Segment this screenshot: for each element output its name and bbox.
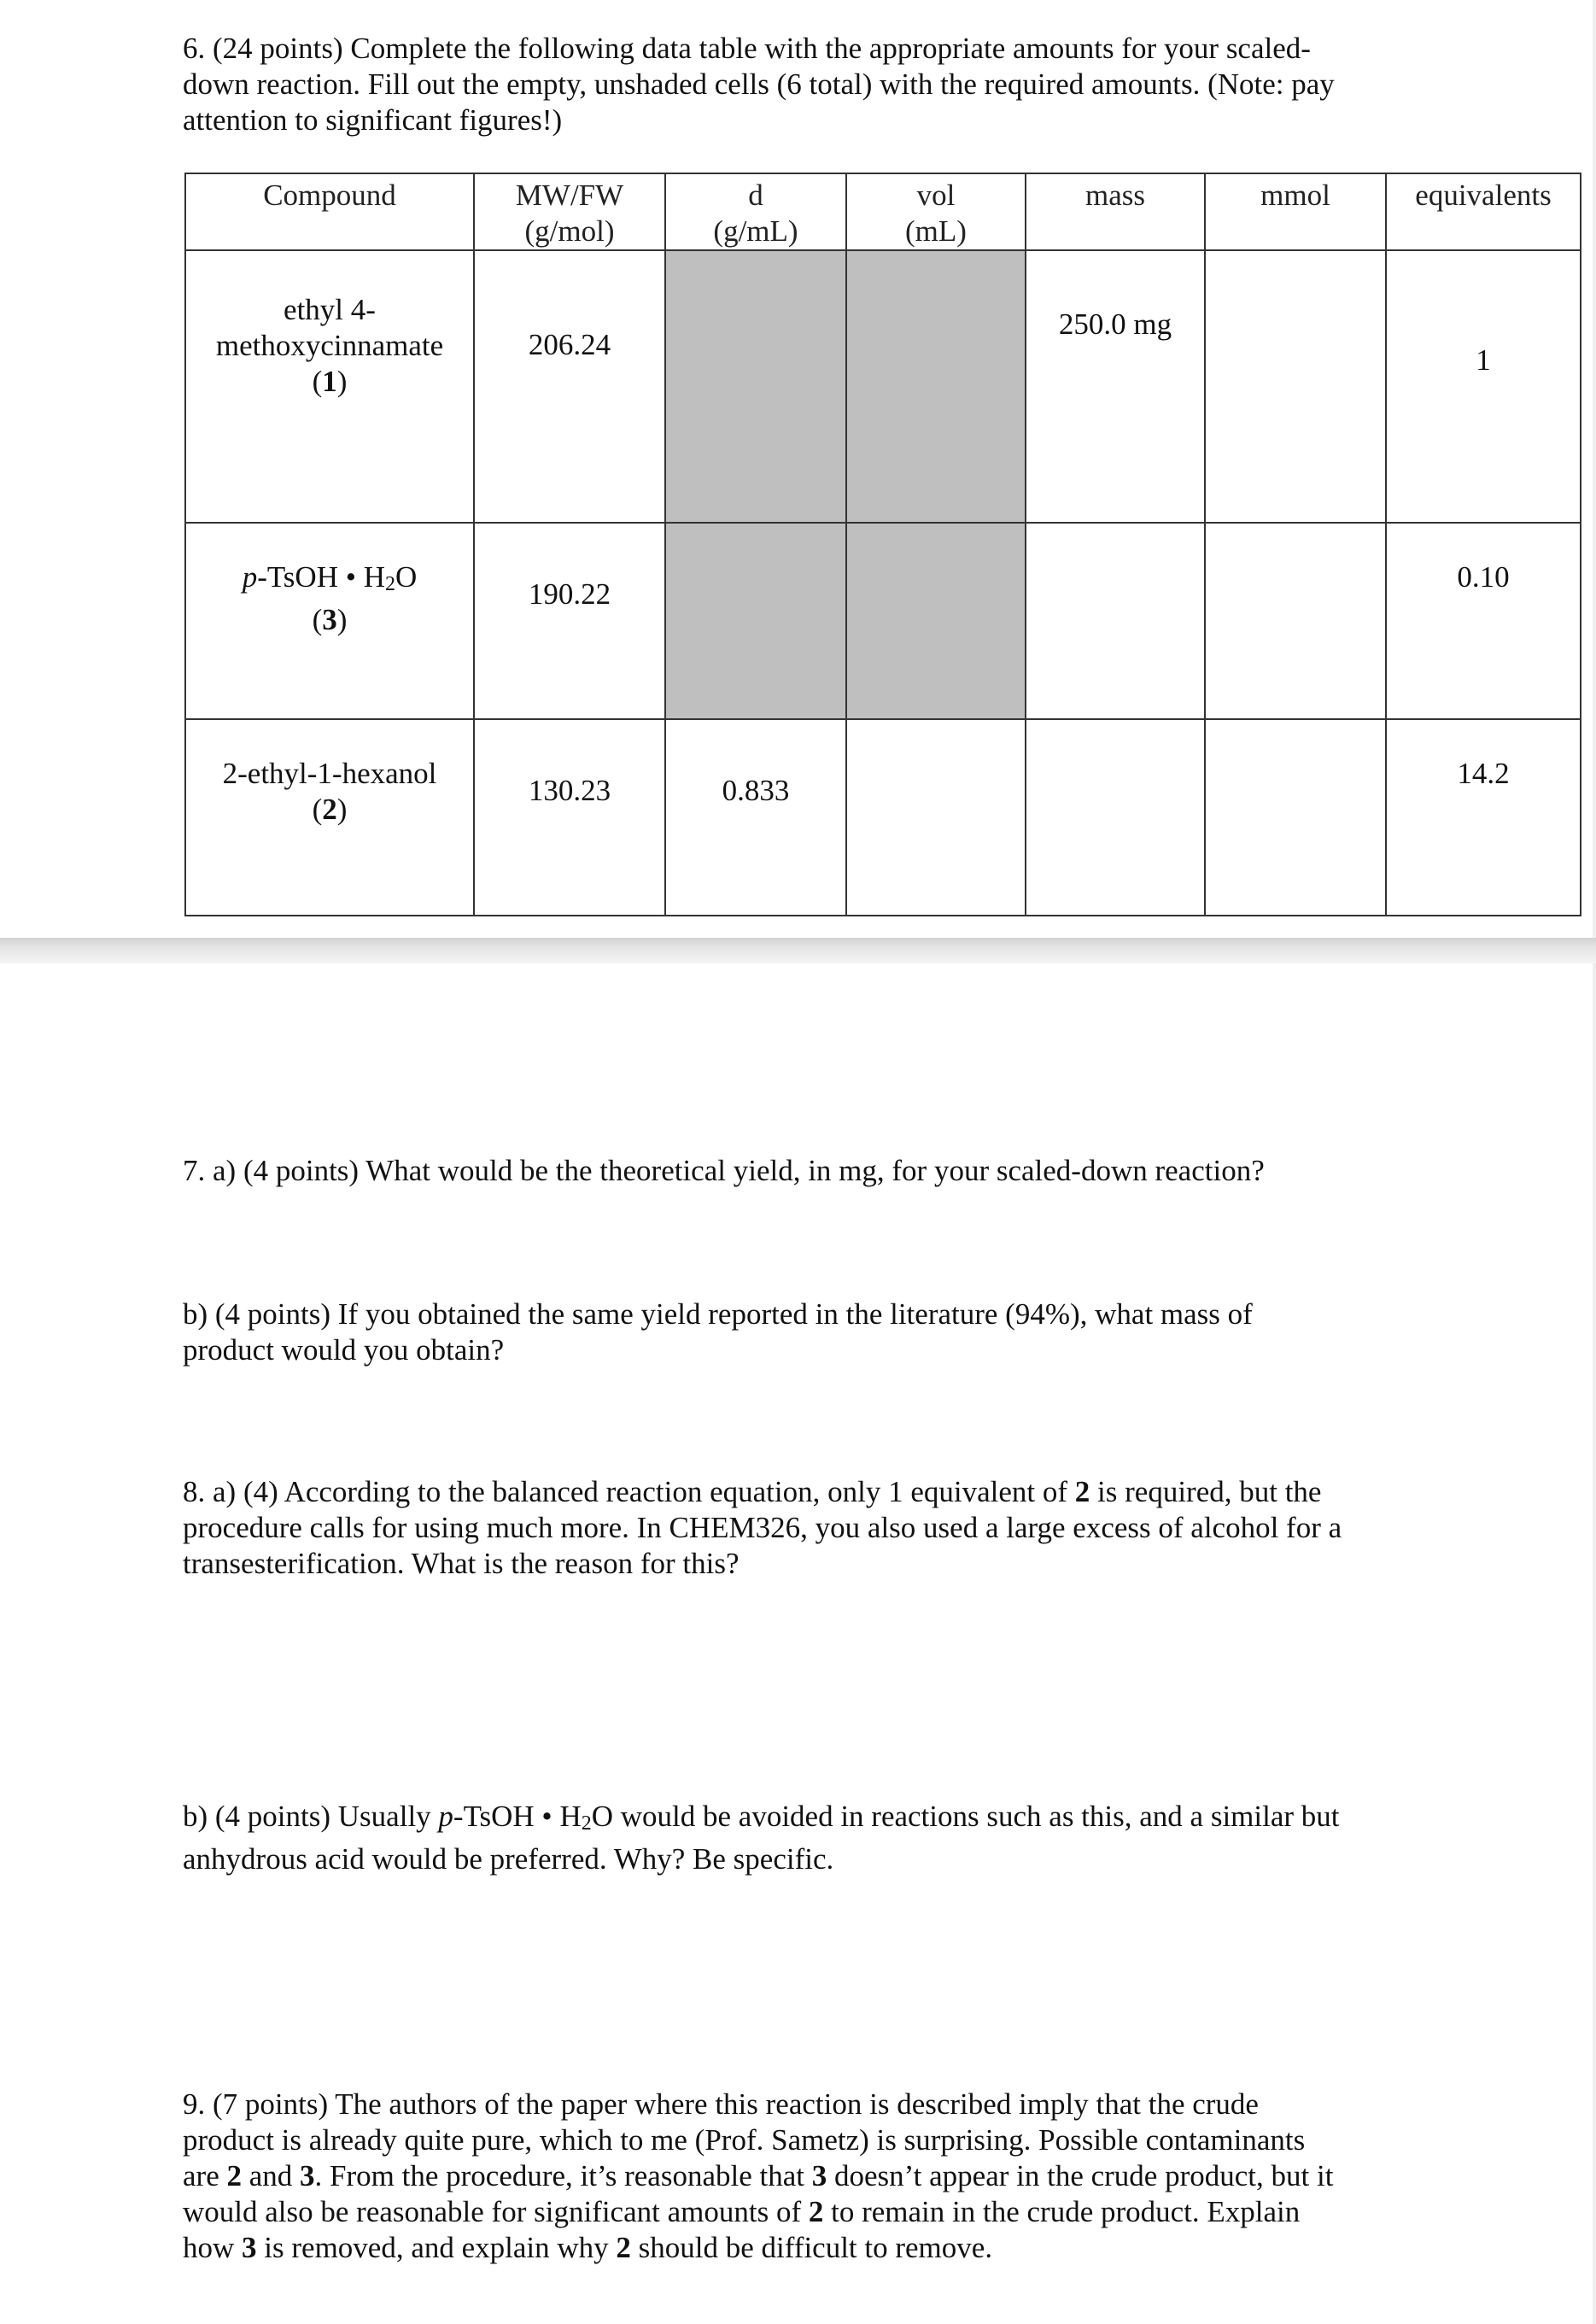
worksheet-page-1 (0, 0, 1596, 938)
compound-cell-2 (185, 719, 474, 916)
reagent-data-table (184, 173, 1581, 916)
density-cell-1-shaded (665, 250, 846, 523)
header-compound: Compound (185, 173, 474, 250)
q6-points: (24 points) (213, 32, 343, 65)
mw-cell-1: 206.24 (474, 250, 665, 523)
table-row (185, 250, 1581, 523)
header-mw: MW/FW (g/mol) (474, 173, 665, 250)
compound-name-line-2: methoxycinnamate (215, 329, 444, 362)
compound-cell-3 (185, 523, 474, 719)
mw-cell-3: 190.22 (474, 523, 665, 719)
table-row (185, 523, 1581, 719)
question-7a-text: 7. a) (4 points) What would be the theoretical yield, in mg, for your scaled-down reaction? (183, 1154, 1265, 1187)
worksheet-page-2 (0, 963, 1596, 2324)
mass-cell-2-blank[interactable] (1026, 719, 1205, 916)
q6-line-2: down reaction. Fill out the empty, unshaded cells (6 total) with the required amounts. (Note: pay (183, 67, 1335, 101)
header-mass: mass (1026, 173, 1205, 250)
equivalents-cell-3: 0.10 (1386, 523, 1581, 719)
header-volume: vol (mL) (846, 173, 1026, 250)
mw-cell-2: 130.23 (474, 719, 665, 916)
question-8b-text: b) (4 points) Usually p-TsOH • H2O would be avoided in reactions such as this, and a similar but anhydrous acid would be preferred. Why? Be specific. (183, 1800, 1340, 1876)
question-6-text (183, 31, 1335, 138)
question-9-text: 9. (7 points) The authors of the paper where this reaction is described imply that the crude product is already quite pure, which to me (Prof. Sametz) is surprising. Possible contaminants are 2 and 3. From the procedure, it’s reasonable that 3 doesn’t appear in the crude product, but it would also be reasonable for significant amounts of 2 to remain in the crude product. Explain how 3 is removed, and explain why 2 should be difficult to remove. (183, 2087, 1334, 2264)
compound-label: (2) (312, 793, 348, 826)
mass-cell-3-blank[interactable] (1026, 523, 1205, 719)
compound-label: (1) (312, 365, 348, 398)
compound-label: (3) (312, 603, 348, 636)
header-equivalents: equivalents (1386, 173, 1581, 250)
header-mmol: mmol (1205, 173, 1386, 250)
mmol-cell-3-blank[interactable] (1205, 523, 1386, 719)
q6-line-1: Complete the following data table with the appropriate amounts for your scaled- (350, 32, 1311, 65)
equivalents-cell-2: 14.2 (1386, 719, 1581, 916)
compound-name: p-TsOH • H2O (242, 560, 418, 595)
page-edge (1593, 963, 1596, 2324)
page-separator (0, 938, 1596, 963)
table-header-row (185, 173, 1581, 250)
q6-number: 6. (183, 32, 206, 65)
compound-name: 2-ethyl-1-hexanol (222, 757, 437, 790)
mmol-cell-1-blank[interactable] (1205, 250, 1386, 523)
volume-cell-1-shaded (846, 250, 1026, 523)
mmol-cell-2-blank[interactable] (1205, 719, 1386, 916)
compound-cell-1 (185, 250, 474, 523)
volume-cell-2-blank[interactable] (846, 719, 1026, 916)
question-7b-text: b) (4 points) If you obtained the same yield reported in the literature (94%), what mass of product would you obtain? (183, 1297, 1253, 1367)
q6-line-3: attention to significant figures!) (183, 103, 563, 137)
volume-cell-3-shaded (846, 523, 1026, 719)
question-8a-text: 8. a) (4) According to the balanced reaction equation, only 1 equivalent of 2 is required, but the procedure calls for using much more. In CHEM326, you also used a large excess of alcohol for a transesterification. What is the reason for this? (183, 1475, 1342, 1580)
header-density: d (g/mL) (665, 173, 846, 250)
table-row (185, 719, 1581, 916)
density-cell-3-shaded (665, 523, 846, 719)
compound-name-line-1: ethyl 4- (284, 293, 376, 326)
mass-cell-1: 250.0 mg (1026, 250, 1205, 523)
density-cell-2: 0.833 (665, 719, 846, 916)
equivalents-cell-1: 1 (1386, 250, 1581, 523)
page-edge (1593, 0, 1596, 938)
